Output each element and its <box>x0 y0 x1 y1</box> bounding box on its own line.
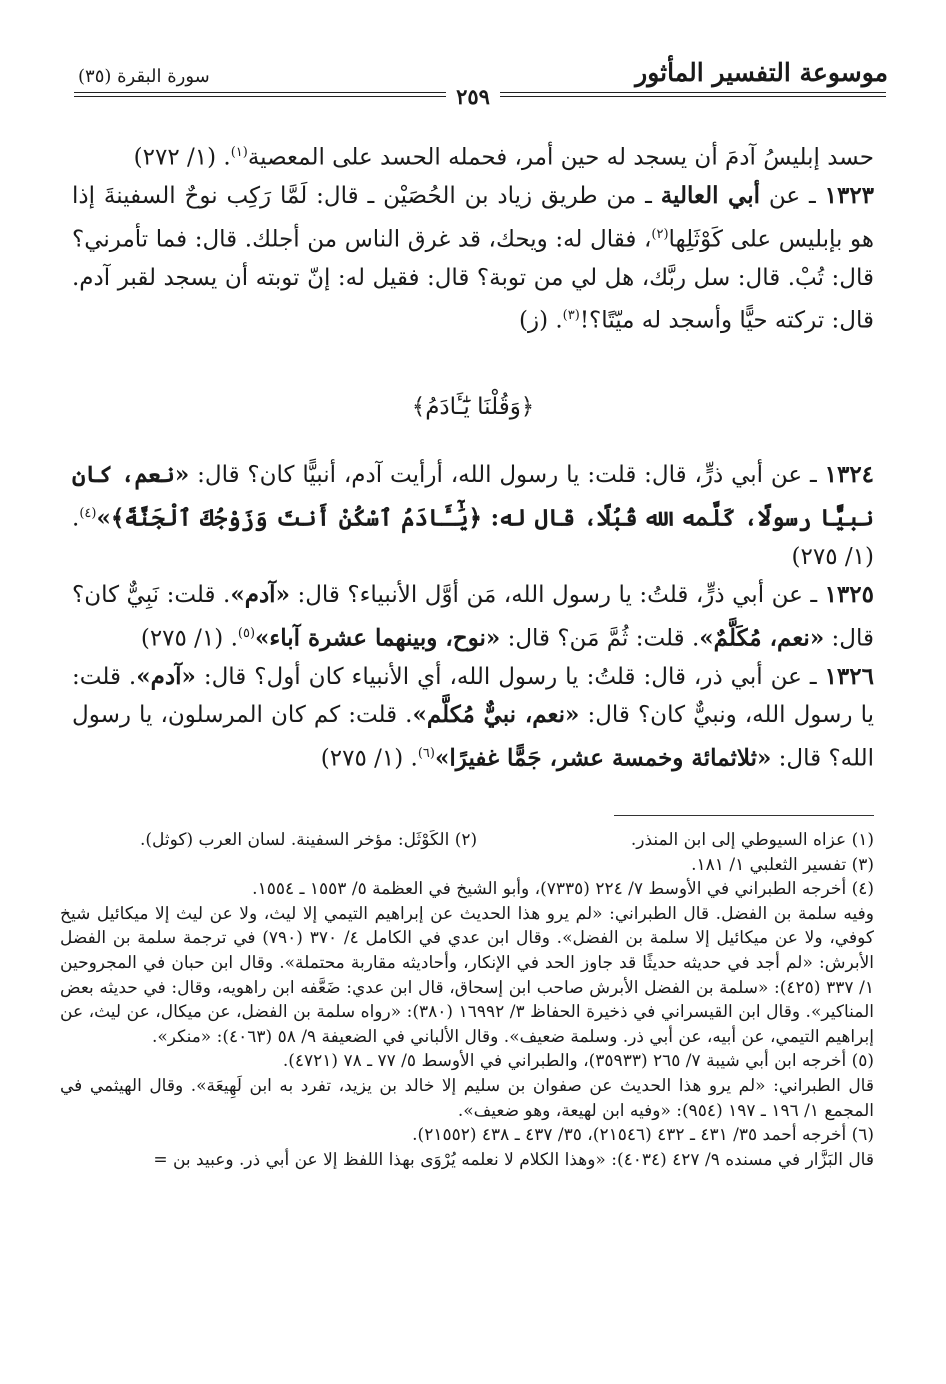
main-text-lower <box>72 456 874 778</box>
section-heading: ﴿وَقُلْنَا يَٰٓـَٔادَمُ﴾ <box>411 394 535 420</box>
footnote-ref[interactable]: (٣) <box>562 308 580 324</box>
hadith-quote: «آدم» <box>230 581 290 609</box>
narrator-name: أبي العالية <box>660 182 761 210</box>
footnote-6: (٦) أخرجه أحمد ٣٥/ ٤٣١ ـ ٤٣٢ (٢١٥٤٦)، ٣٥/ ٤٣٧ ـ ٤٣٨ (٢١٥٥٢). <box>412 1125 874 1146</box>
narration-number: ١٣٢٥ <box>824 581 874 609</box>
narration-number: ١٣٢٣ <box>824 182 875 210</box>
narration-number: ١٣٢٤ <box>824 461 875 488</box>
footnote-3: (٣) تفسير الثعلبي ١/ ١٨١. <box>691 854 874 875</box>
footnote-4: (٤) أخرجه الطبراني في الأوسط ٧/ ٢٢٤ (٧٣٣٥)، وأبو الشيخ في العظمة ٥/ ١٥٥٣ ـ ١٥٥٤. <box>252 879 874 900</box>
footnote-6-detail: قال البَزَّار في مسنده ٩/ ٤٢٧ (٤٠٣٤): «وهذا الكلام لا نعلمه يُرْوَى بهذا اللفظ إلا عن أبي ذر. وعبيد بن = <box>153 1149 874 1170</box>
page-number-wrap <box>0 84 946 109</box>
footnote-1: (١) عزاه السيوطي إلى ابن المنذر. <box>630 830 874 850</box>
footnote-2: (٢) الكَوْثَل: مؤخر السفينة. لسان العرب (كوثل). <box>140 830 478 850</box>
footnote-4-detail: وفيه سلمة بن الفضل. قال الطبراني: «لم يرو هذا الحديث عن إبراهيم التيمي إلا ليث، ولا عن ليث إلا ميكائيل شيخ كوفي، ولا عن ميكائيل إلا سلمة بن الفضل». وقال ابن عدي في الكامل ٤/ ٣٧٠ (٧٩٠) في ترجمة سلمة بن الفضل الأبرش: «لم أجد في حديثه حديثًا قد جاوز الحد في الإنكار، وأحاديثه مقاربة محتملة». وقال ابن حبان في المجروحين ١/ ٣٣٧ (٤٢٥): «سلمة بن الفضل الأبرش صاحب ابن إسحاق، قال ابن عدي: ضَعَّفه ابن راهويه، وقال: في حديثه بعض المناكير». وقال ابن القيسراني في ذخيرة الحفاظ ٣/ ١٦٩٩٢ (٣٨٠): «رواه سلمة بن الفضل، عن ميكال، عن ليث، عن إبراهيم التيمي، عن أبيه، عن أبي ذر. وسلمة ضعيف». وقال الألباني في الضعيفة ٩/ ٥٨ (٤٠٦٣): «منكر». <box>60 903 875 1047</box>
hadith-quote: «نوح، وبينهما عشرة آباء» <box>255 624 501 652</box>
surah-label: سورة البقرة (٣٥) <box>78 66 210 87</box>
footnote-separator <box>614 815 874 816</box>
narration-1324: ١٣٢٤ ـ عن أبي ذرٍّ، قال: قلت: يا رسول الله، أرأيت آدم، أنبيًّا كان؟ قال: «نعم، كان نبيًّا رسولًا، كَلَّمه الله قُبُلًا، قال له: ﴿يَٰٓـَٔادَمُ ٱسْكُنْ أَنتَ وَزَوْجُكَ ٱلْجَنَّةَ﴾»$^{(٤)}$. (١/ ٢٧٥) <box>72 461 875 570</box>
hadith-quote: «نعم، نبيٌّ مُكلَّم» <box>412 701 580 729</box>
footnote-row <box>60 828 874 853</box>
narration-number: ١٣٢٦ <box>824 662 874 690</box>
footnote-5-detail: قال الطبراني: «لم يرو هذا الحديث عن صفوان بن سليم إلا خالد بن يزيد، تفرد به ابن لَهِيعَة». وقال الهيثمي في المجمع ١/ ١٩٦ ـ ١٩٧ (٩٥٤): «وفيه ابن لهيعة، وهو ضعيف». <box>60 1075 874 1121</box>
page-number: ٢٥٩ <box>446 84 500 109</box>
footnote-ref[interactable]: (١) <box>230 145 248 160</box>
hadith-quote: «آدم» <box>136 662 196 690</box>
narration-1323: ١٣٢٣ ـ عن أبي العالية ـ من طريق زياد بن الحُصَيْن ـ قال: لَمَّا رَكِب نوحٌ السفينةَ إذا هو بإبليس على كَوْثَلِها$^{(٢)}$، فقال له: ويحك، قد غرق الناس من أجلك. قال: فما تأمرني؟ قال: تُبْ. قال: سل ربَّك، هل لي من توبة؟ قال: فقيل له: إنّ توبته أن يسجد لقبر آدم. قال: تركته حيًّا وأسجد له ميّتًا؟!$^{(٣)}$. (ز) <box>72 182 875 334</box>
footnote-5: (٥) أخرجه ابن أبي شيبة ٧/ ٢٦٥ (٣٥٩٣٣)، والطبراني في الأوسط ٥/ ٧٧ ـ ٧٨ (٤٧٢١). <box>282 1051 874 1072</box>
narration-1325: ١٣٢٥ ـ عن أبي ذرٍّ، قلتُ: يا رسول الله، مَن أوَّل الأنبياء؟ قال: «آدم». قلت: نَبِيٌّ كان؟ قال: «نعم، مُكَلَّمٌ». قلت: ثُمَّ مَن؟ قال: «نوح، وبينهما عشرة آباء»$^{(٥)}$. (١/ ٢٧٥) <box>72 581 874 652</box>
footnote-ref[interactable]: (٢) <box>651 226 669 242</box>
footnote-ref[interactable]: (٦) <box>417 745 435 761</box>
book-title: موسوعة التفسير المأثور <box>635 58 888 87</box>
hadith-quote: «ثلاثمائة وخمسة عشر، جَمًّا غفيرًا» <box>434 744 772 772</box>
narration-1326: ١٣٢٦ ـ عن أبي ذر، قال: قلتُ: يا رسول الله، أي الأنبياء كان أول؟ قال: «آدم». قلت: يا رسول الله، ونبيٌّ كان؟ قال: «نعم، نبيٌّ مُكلَّم». قلت: كم كان المرسلون، يا رسول الله؟ قال: «ثلاثمائة وخمسة عشر، جَمًّا غفيرًا»$^{(٦)}$. (١/ ٢٧٥) <box>72 662 874 772</box>
hadith-quote: «نعم، مُكَلَّمٌ» <box>699 624 825 652</box>
paragraph-continuation: حسد إبليسُ آدمَ أن يسجد له حين أمر، فحمله الحسد على المعصية$^{(١)}$. (١/ ٢٧٢) <box>133 144 874 171</box>
hadith-quote: «نعم، كان نبيًّا رسولًا، كَلَّمه الله قُبُلًا، قال له: ﴿يَٰٓـَٔادَمُ ٱسْكُنْ أَنتَ وَزَوْجُكَ ٱلْجَنَّةَ﴾» <box>72 461 874 532</box>
footnote-ref[interactable]: (٤) <box>79 505 97 521</box>
main-text-upper <box>72 134 874 340</box>
footnote-ref[interactable]: (٥) <box>237 625 256 641</box>
footnotes <box>60 828 874 1172</box>
